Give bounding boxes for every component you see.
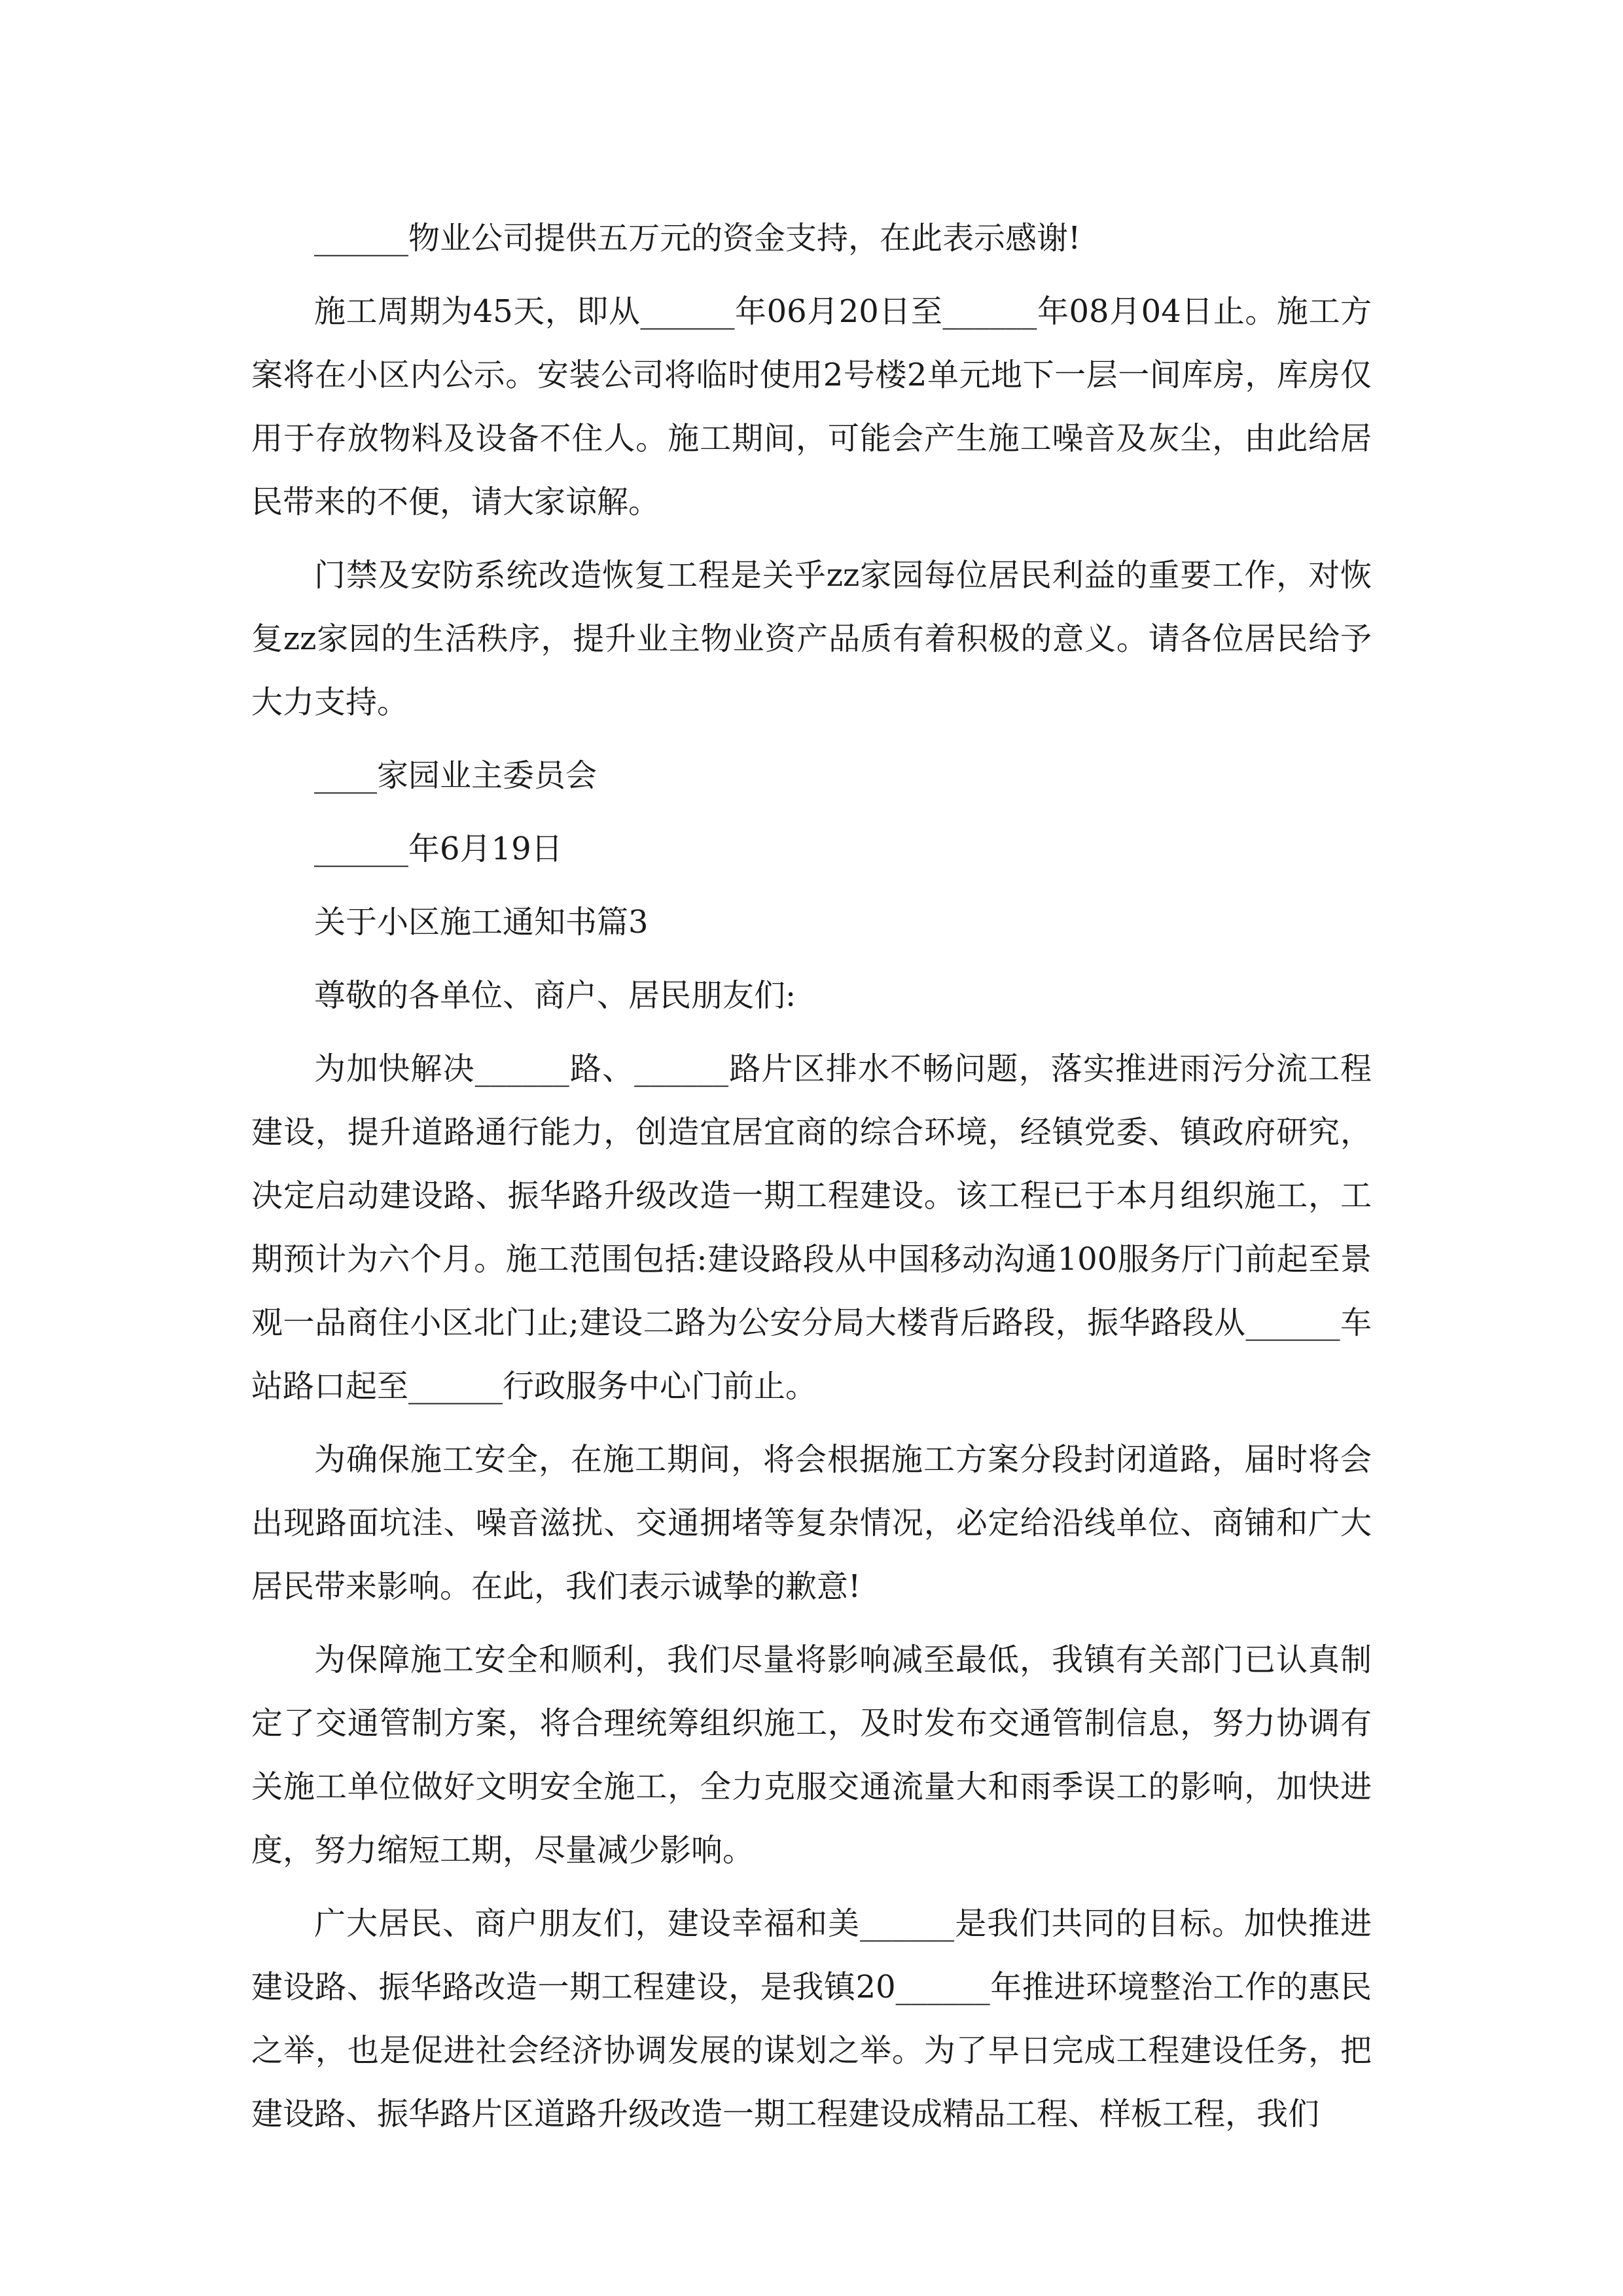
salutation: 尊敬的各单位、商户、居民朋友们: [314, 977, 796, 1014]
paragraph-common-goal: 广大居民、商户朋友们，建设幸福和美______是我们共同的目标。加快推进建设路、振华路改造一期工程建设，是我镇20______年推进环境整治工作的惠民之举，也是促进社会经济协调发展的谋划之举。为了早日完成工程建设任务，把建设路、振华路片区道路升级改造一期工程建设成精品工程、样板工程，我们 [251, 1905, 1372, 2132]
paragraph-funding-thanks: ______物业公司提供五万元的资金支持，在此表示感谢! [314, 220, 1081, 257]
paragraph-access-control-project: 门禁及安防系统改造恢复工程是关乎zz家园每位居民利益的重要工作，对恢复zz家园的生活秩序，提升业主物业资产品质有着积极的意义。请各位居民给予大力支持。 [251, 557, 1372, 721]
paragraph-construction-period: 施工周期为45天，即从______年06月20日至______年08月04日止。施工方案将在小区内公示。安装公司将临时使用2号楼2单元地下一层一间库房，库房仅用于存放物料及设备不住人。施工期间，可能会产生施工噪音及灰尘，由此给居民带来的不便，请大家谅解。 [251, 293, 1372, 520]
document-body [251, 207, 1372, 2156]
paragraph-traffic-control: 为保障施工安全和顺利，我们尽量将影响减至最低，我镇有关部门已认真制定了交通管制方案，将合理统筹组织施工，及时发布交通管制信息，努力协调有关施工单位做好文明安全施工，全力克服交通流量大和雨季误工的影响，加快进度，努力缩短工期，尽量减少影响。 [251, 1641, 1372, 1869]
signature-committee: ____家园业主委员会 [314, 757, 597, 794]
section-heading: 关于小区施工通知书篇3 [314, 904, 649, 941]
signature-date: ______年6月19日 [314, 831, 563, 867]
paragraph-drainage-project: 为加快解决______路、______路片区排水不畅问题，落实推进雨污分流工程建设，提升道路通行能力，创造宜居宜商的综合环境，经镇党委、镇政府研究，决定启动建设路、振华路升级改造一期工程建设。该工程已于本月组织施工，工期预计为六个月。施工范围包括:建设路段从中国移动沟通100服务厅门前起至景观一品商住小区北门止;建设二路为公安分局大楼背后路段，振华路段从______车站路口起至______行政服务中心门前止。 [251, 1050, 1372, 1405]
paragraph-safety-closure: 为确保施工安全，在施工期间，将会根据施工方案分段封闭道路，届时将会出现路面坑洼、噪音滋扰、交通拥堵等复杂情况，必定给沿线单位、商铺和广大居民带来影响。在此，我们表示诚挚的歉意! [251, 1441, 1372, 1605]
